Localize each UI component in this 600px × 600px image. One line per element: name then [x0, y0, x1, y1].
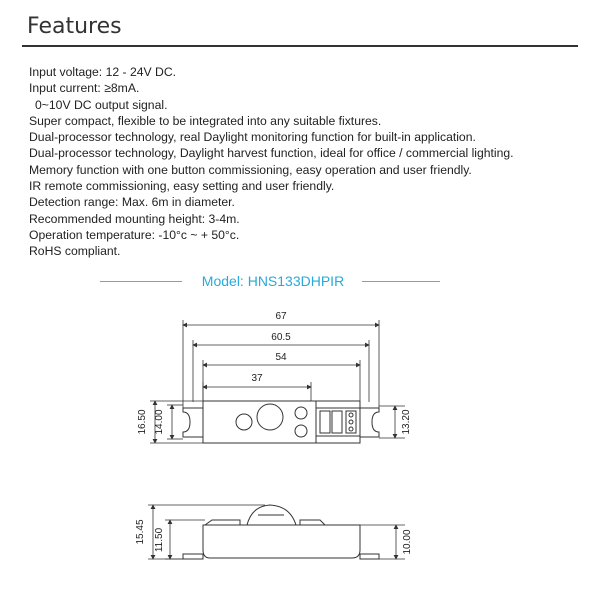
dim-67: 67 — [275, 311, 287, 322]
dim-15-45: 15.45 — [135, 519, 146, 545]
dim-14-00: 14.00 — [154, 409, 165, 435]
feature-item: Dual-processor technology, Daylight harvest function, ideal for office / commercial lighting. — [29, 146, 514, 161]
feature-item: Memory function with one button commissioning, easy operation and user friendly. — [29, 162, 472, 177]
side-view-body — [183, 505, 379, 559]
dim-13-20: 13.20 — [401, 409, 412, 435]
feature-item: Input current: ≥8mA. — [29, 81, 140, 96]
feature-item: Dual-processor technology, real Daylight monitoring function for built-in application. — [29, 130, 476, 145]
dim-54: 54 — [275, 352, 287, 363]
feature-item: Operation temperature: -10°c ~ + 50°c. — [29, 227, 240, 242]
dimension-drawing — [0, 300, 600, 600]
feature-item: Detection range: Max. 6m in diameter. — [29, 195, 235, 210]
feature-item: Input voltage: 12 - 24V DC. — [29, 65, 177, 79]
title-divider — [22, 45, 578, 47]
features-list — [29, 64, 589, 260]
feature-item: RoHS compliant. — [29, 244, 121, 259]
feature-item: IR remote commissioning, easy setting and user friendly. — [29, 179, 335, 194]
page-title: Features — [27, 14, 122, 39]
dim-10-00: 10.00 — [402, 529, 413, 555]
dim-11-50: 11.50 — [154, 527, 165, 553]
top-view-body — [183, 401, 379, 443]
model-label: Model: HNS133DHPIR — [201, 273, 345, 289]
model-heading — [100, 270, 440, 292]
model-rule-right — [362, 281, 440, 282]
feature-item: Super compact, flexible to be integrated into any suitable fixtures. — [29, 113, 382, 128]
feature-item: 0~10V DC output signal. — [35, 97, 168, 112]
model-rule-left — [100, 281, 182, 282]
feature-item: Recommended mounting height: 3-4m. — [29, 211, 240, 226]
dim-60-5: 60.5 — [271, 332, 291, 343]
dim-16-50: 16.50 — [137, 409, 148, 435]
dim-37: 37 — [251, 373, 263, 384]
